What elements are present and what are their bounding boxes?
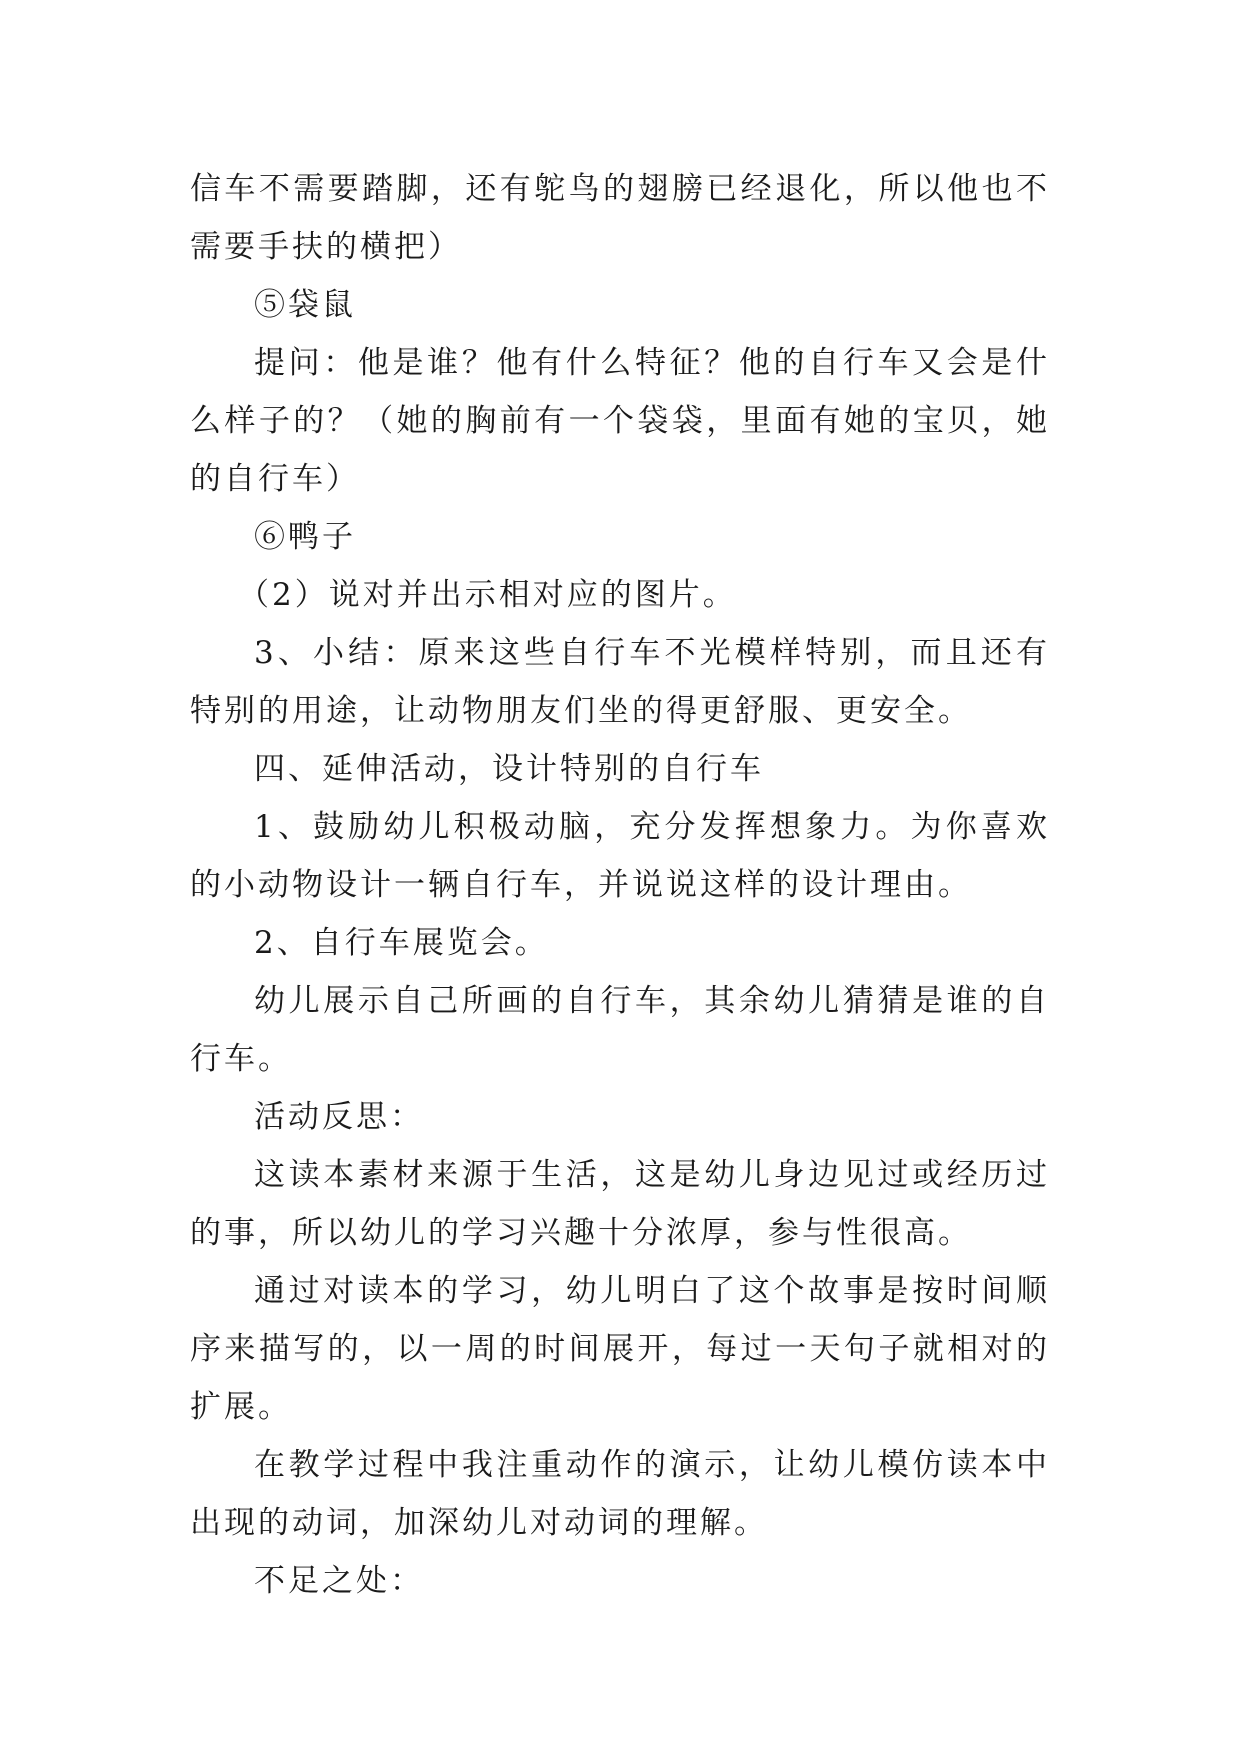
paragraph-reflection-3: 在教学过程中我注重动作的演示，让幼儿模仿读本中出现的动词，加深幼儿对动词的理解。 <box>190 1447 1050 1541</box>
section-heading-reflection: 活动反思： <box>254 1099 424 1135</box>
paragraph-duck-heading: ⑥鸭子 <box>254 519 356 555</box>
paragraph-reflection-2: 通过对读本的学习，幼儿明白了这个故事是按时间顺序来描写的，以一周的时间展开，每过一天句子就相对的扩展。 <box>190 1273 1050 1425</box>
paragraph-exhibition: 2、自行车展览会。 <box>254 925 549 961</box>
section-heading-extension: 四、延伸活动，设计特别的自行车 <box>254 751 764 787</box>
paragraph-show-pictures: （2）说对并出示相对应的图片。 <box>238 577 737 613</box>
section-heading-shortcomings: 不足之处： <box>254 1563 424 1599</box>
document-body <box>190 160 1050 1610</box>
paragraph-summary: 3、小结：原来这些自行车不光模样特别，而且还有特别的用途，让动物朋友们坐的得更舒服、更安全。 <box>190 635 1050 729</box>
paragraph-ostrich-continued: 信车不需要踏脚，还有鸵鸟的翅膀已经退化，所以他也不需要手扶的横把） <box>190 171 1050 265</box>
paragraph-guessing: 幼儿展示自己所画的自行车，其余幼儿猜猜是谁的自行车。 <box>190 983 1050 1077</box>
paragraph-design-task: 1、鼓励幼儿积极动脑，充分发挥想象力。为你喜欢的小动物设计一辆自行车，并说说这样的设计理由。 <box>190 809 1050 903</box>
paragraph-kangaroo-question: 提问：他是谁？他有什么特征？他的自行车又会是什么样子的？（她的胸前有一个袋袋，里面有她的宝贝，她的自行车） <box>190 345 1050 497</box>
paragraph-reflection-1: 这读本素材来源于生活，这是幼儿身边见过或经历过的事，所以幼儿的学习兴趣十分浓厚，参与性很高。 <box>190 1157 1050 1251</box>
paragraph-kangaroo-heading: ⑤袋鼠 <box>254 287 356 323</box>
